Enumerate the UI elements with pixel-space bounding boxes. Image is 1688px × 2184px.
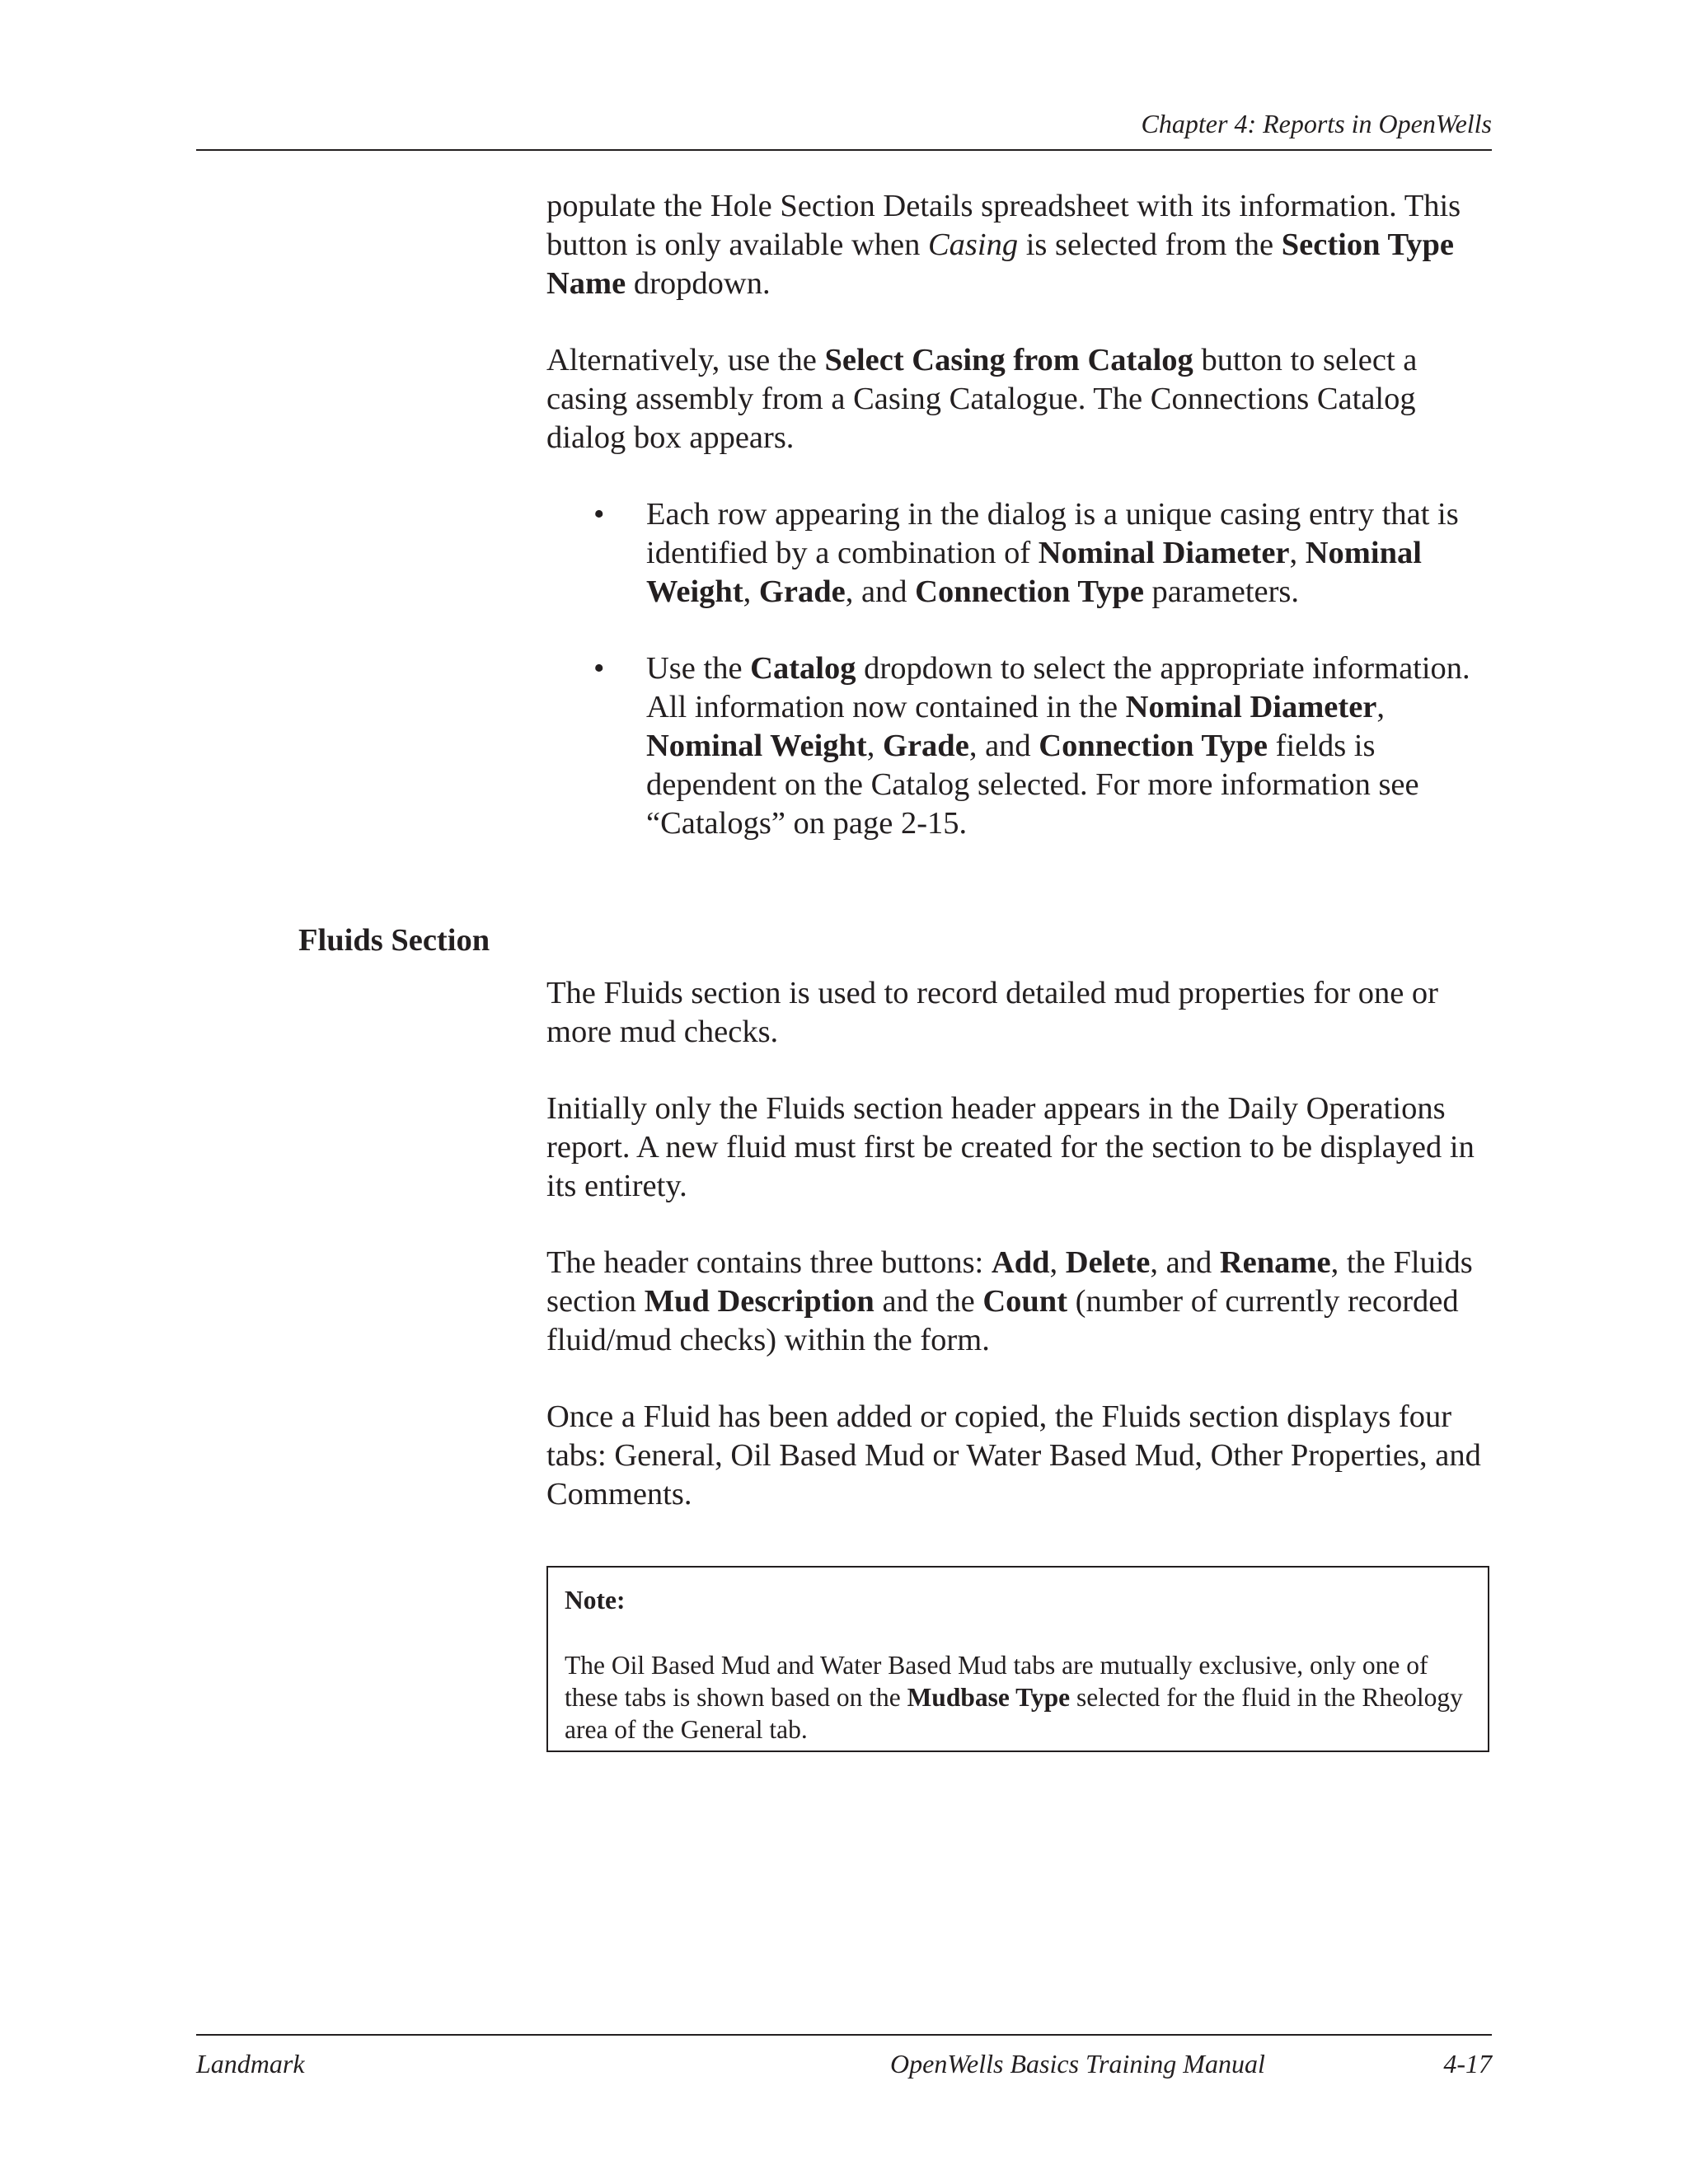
paragraph-fluids-buttons: The header contains three buttons: Add, Delete, and Rename, the Fluids section Mud Description and the Count (number of currently recorded fluid/mud checks) within the form. [546,1245,1473,1357]
footer-rule [196,2034,1492,2036]
bullet-icon: • [593,651,605,686]
list-item: • Each row appearing in the dialog is a unique casing entry that is identified by a combination of Nominal Diameter, Nominal Weight, Grade, and Connection Type parameters. [593,497,1459,609]
bullet-icon: • [593,497,605,532]
page-number: 4-17 [1443,2049,1492,2079]
footer-manual-title: OpenWells Basics Training Manual [890,2049,1265,2079]
paragraph-fluids-header: Initially only the Fluids section header appears in the Daily Operations report. A new fluid must first be created for the section to be displayed in its entirety. [546,1091,1475,1203]
section-heading-fluids: Fluids Section [298,923,490,958]
paragraph-hole-section: populate the Hole Section Details spreadsheet with its information. This button is only available when Casing is selected from the Section Type Name dropdown. [546,189,1461,301]
paragraph-fluids-intro: The Fluids section is used to record detailed mud properties for one or more mud checks. [546,976,1439,1049]
header-rule [196,149,1492,151]
list-item: • Use the Catalog dropdown to select the appropriate information. All information now contained in the Nominal Diameter, Nominal Weight, Grade, and Connection Type fields is dependent on the Catalog selected. For more information see “Catalogs” on page 2-15. [593,651,1470,841]
note-box [546,1566,1489,1752]
paragraph-fluids-tabs: Once a Fluid has been added or copied, the Fluids section displays four tabs: General, Oil Based Mud or Water Based Mud, Other Properties, and Comments. [546,1399,1481,1511]
paragraph-select-casing: Alternatively, use the Select Casing from Catalog button to select a casing assembly from a Casing Catalogue. The Connections Catalog dialog box appears. [546,343,1418,455]
note-text: The Oil Based Mud and Water Based Mud tabs are mutually exclusive, only one of these tabs is shown based on the Mudbase Type selected for the fluid in the Rheology area of the General tab. [565,1651,1463,1744]
note-title: Note: [565,1586,626,1615]
footer-company: Landmark [196,2049,305,2079]
running-header: Chapter 4: Reports in OpenWells [1141,109,1492,138]
bullet-list [593,495,1492,843]
